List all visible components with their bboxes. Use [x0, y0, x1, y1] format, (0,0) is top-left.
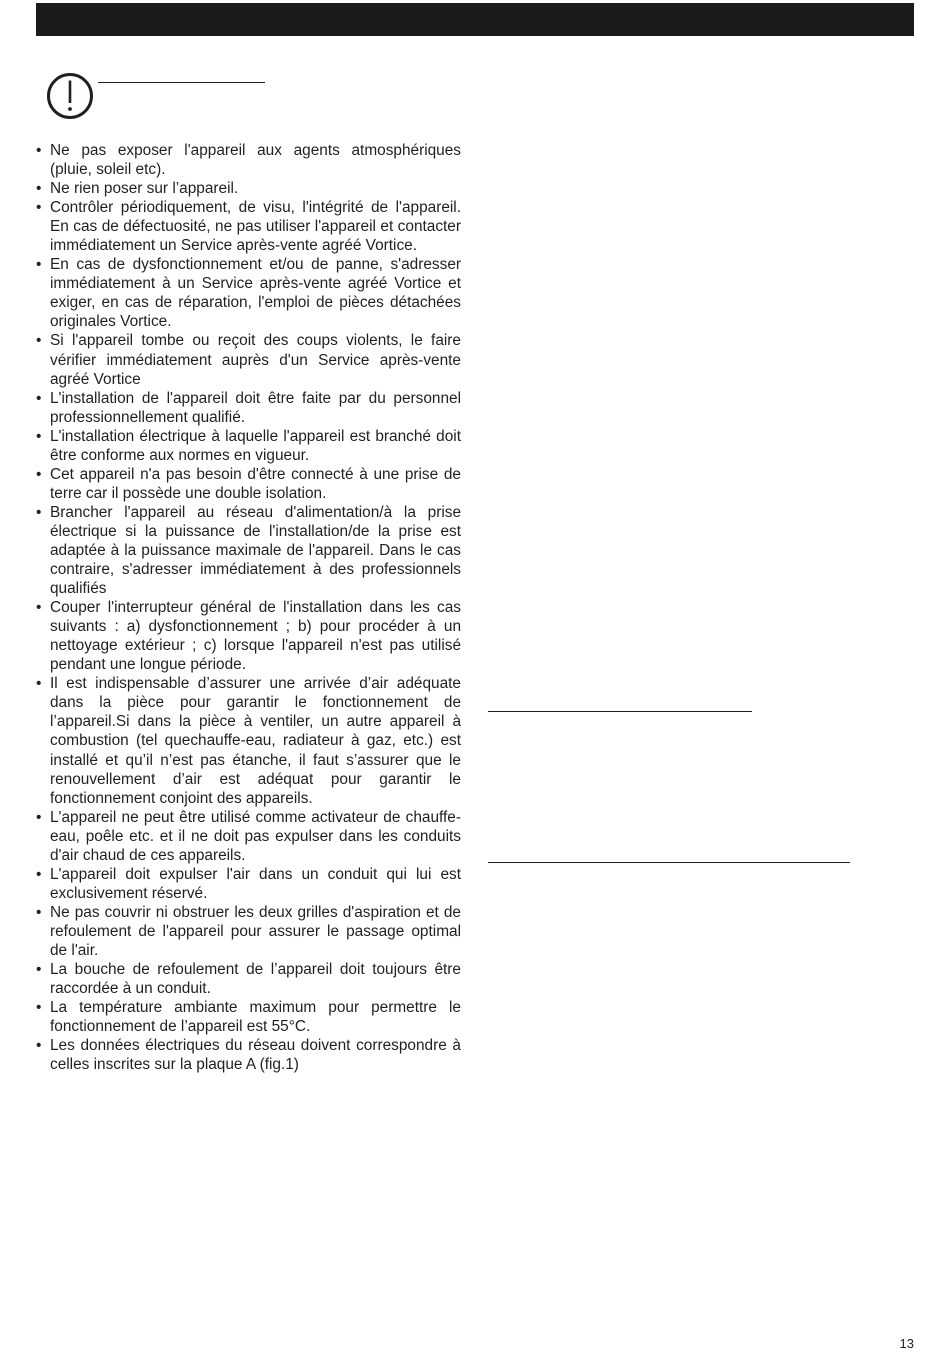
list-item-text: Ne pas exposer l'appareil aux agents atmosphériques (pluie, soleil etc).	[50, 142, 461, 179]
section-rule	[488, 711, 752, 712]
list-item-text: Les données électriques du réseau doivent correspondre à celles inscrites sur la plaque A (fig.1)	[50, 1037, 461, 1074]
list-item	[36, 960, 461, 998]
section-rule	[488, 862, 850, 863]
bullet: •	[36, 199, 42, 217]
bullet: •	[36, 427, 42, 445]
bullet: •	[36, 808, 42, 826]
list-item-text: Cet appareil n'a pas besoin d'être connecté à une prise de terre car il possède une double isolation.	[50, 465, 461, 502]
bullet: •	[36, 180, 42, 198]
list-item-text: L'installation de l'appareil doit être faite par du personnel professionnellement qualifié.	[50, 389, 461, 426]
bullet: •	[36, 599, 42, 617]
list-item-text: En cas de dysfonctionnement et/ou de panne, s'adresser immédiatement à un Service après-vente agréé Vortice et exiger, en cas de réparation, l'emploi de pièces détachées originales Vortice.	[50, 256, 461, 331]
page-number: 13	[899, 1336, 914, 1351]
bullet: •	[36, 903, 42, 921]
list-item	[36, 808, 461, 865]
bullet: •	[36, 865, 42, 883]
list-item-text: Couper l'interrupteur général de l'installation dans les cas suivants : a) dysfonctionnement ; b) pour procéder à un nettoyage extérieur ; c) lorsque l'appareil n'est pas utilisé pendant une longue période.	[50, 599, 461, 674]
list-item	[36, 998, 461, 1036]
list-item-text: L'appareil ne peut être utilisé comme activateur de chauffe-eau, poêle etc. et il ne doit pas expulser dans les conduits d'air chaud de ces appareils.	[50, 808, 461, 864]
list-item	[36, 389, 461, 427]
list-item-text: Ne pas couvrir ni obstruer les deux grilles d'aspiration et de refoulement de l'appareil pour assurer le passage optimal de l'air.	[50, 903, 461, 959]
bullet: •	[36, 675, 42, 693]
bullet: •	[36, 961, 42, 979]
bullet: •	[36, 465, 42, 483]
header-bar	[36, 3, 914, 36]
bullet: •	[36, 503, 42, 521]
bullet: •	[36, 256, 42, 274]
safety-warnings-list	[36, 141, 461, 1074]
list-item-text: Il est indispensable d’assurer une arrivée d’air adéquate dans la pièce pour garantir le fonctionnement de l’appareil.Si dans la pièce à ventiler, un autre appareil à combustion (tel quechauffe-eau, radiateur à gaz, etc.) est installé et qu’il n’est pas étanche, il faut s’assurer que le renouvellement d’air est adéquat pour garantir le fonctionnement conjoint des appareils.	[50, 675, 461, 807]
list-item-text: L'installation électrique à laquelle l'appareil est branché doit être conforme aux normes en vigueur.	[50, 427, 461, 464]
list-item	[36, 674, 461, 807]
list-item-text: Contrôler périodiquement, de visu, l'intégrité de l'appareil. En cas de défectuosité, ne pas utiliser l'appareil et contacter immédiatement un Service après-vente agréé Vortice.	[50, 199, 461, 255]
list-item-text: Brancher l'appareil au réseau d'alimentation/à la prise électrique si la puissance de l'installation/de la prise est adaptée à la puissance maximale de l'appareil. Dans le cas contraire, s'adresser immédiatement à des professionnels qualifiés	[50, 503, 461, 598]
list-item	[36, 503, 461, 598]
list-item-text: Si l'appareil tombe ou reçoit des coups violents, le faire vérifier immédiatement auprès d'un Service après-vente agréé Vortice	[50, 332, 461, 388]
list-item	[36, 141, 461, 179]
list-item-text: L'appareil doit expulser l'air dans un conduit qui lui est exclusivement réservé.	[50, 865, 461, 902]
heading-underline	[98, 82, 265, 83]
bullet: •	[36, 1037, 42, 1055]
list-item-text: Ne rien poser sur l’appareil.	[50, 180, 239, 198]
bullet: •	[36, 389, 42, 407]
list-item	[36, 255, 461, 331]
list-item	[36, 465, 461, 503]
warning-exclamation-icon	[46, 72, 94, 120]
list-item	[36, 598, 461, 674]
list-item	[36, 1036, 461, 1074]
bullet: •	[36, 332, 42, 350]
bullet: •	[36, 999, 42, 1017]
list-item-text: La bouche de refoulement de l’appareil doit toujours être raccordée à un conduit.	[50, 961, 461, 998]
list-item	[36, 179, 461, 198]
list-item	[36, 903, 461, 960]
list-item	[36, 198, 461, 255]
bullet: •	[36, 142, 42, 159]
list-item	[36, 427, 461, 465]
list-item	[36, 865, 461, 903]
list-item-text: La température ambiante maximum pour permettre le fonctionnement de l’appareil est 55°C.	[50, 999, 461, 1036]
list-item	[36, 331, 461, 388]
